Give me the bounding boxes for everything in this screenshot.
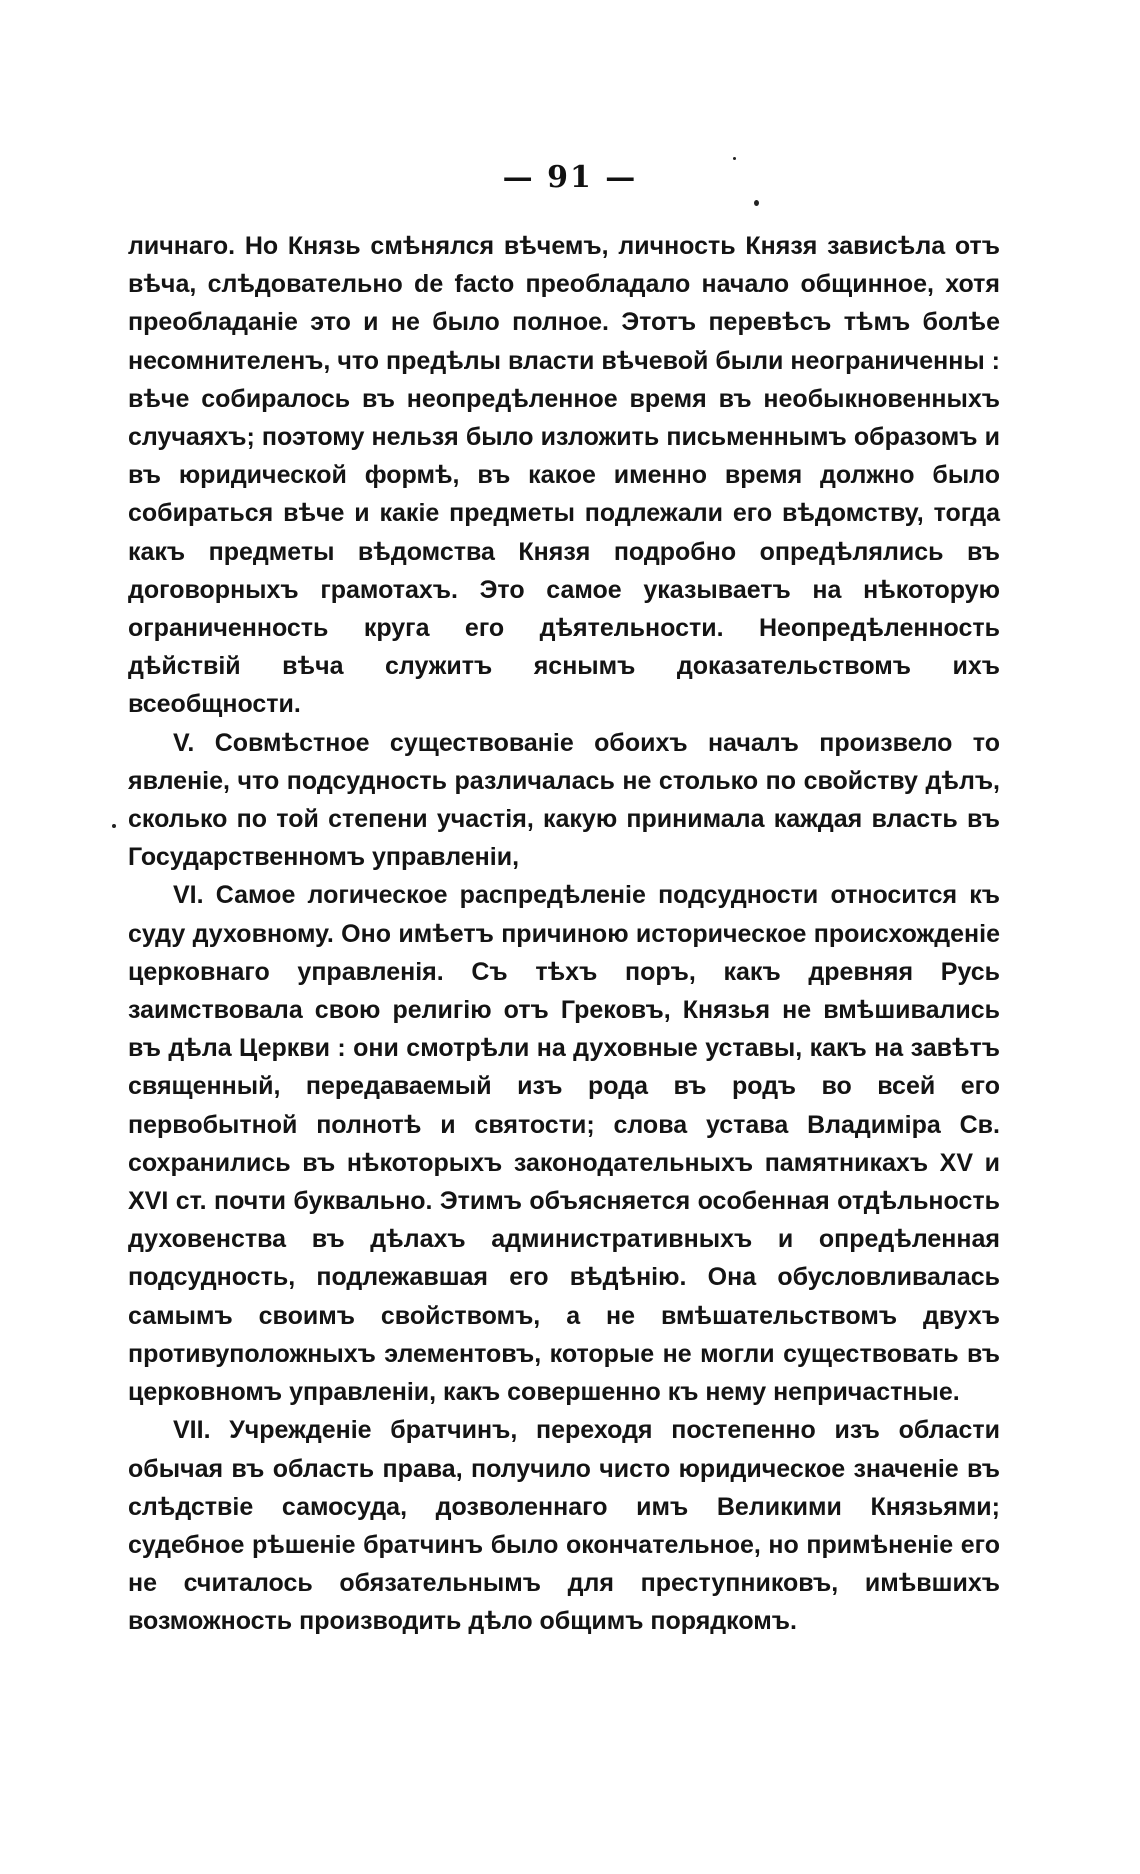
paragraph-section-v: V. Совмѣстное существованіе обоихъ началъ произвело то явленіе, что подсудность различалась не столько по свойству дѣлъ, сколько по той степени участія, какую принимала каждая власть въ Государственномъ управленіи, (128, 728, 1000, 872)
ink-speck (112, 824, 116, 828)
page-number: — 91 — (502, 160, 638, 195)
paragraph-continuation: личнаго. Но Князь смѣнялся вѣчемъ, личность Князя зависѣла отъ вѣча, слѣдовательно de facto преобладало начало общинное, хотя преобладаніе это и не было полное. Этотъ перевѣсъ тѣмъ болѣе несомнителенъ, что предѣлы власти вѣчевой были неограниченны : вѣче собиралось въ неопредѣленное время въ необыкновенныхъ случаяхъ; поэтому нельзя было изложить письменнымъ образомъ и въ юридической формѣ, въ какое именно время должно было собираться вѣче и какіе предметы подлежали его вѣдомству, тогда какъ предметы вѣдомства Князя подробно опредѣлялись въ договорныхъ грамотахъ. Это самое указываетъ на нѣкоторую ограниченность круга его дѣятельности. Неопредѣленность дѣйствій вѣча служитъ яснымъ доказательствомъ ихъ всеобщности. (128, 232, 1000, 719)
ink-speck (754, 200, 759, 206)
paragraph-section-vii: VII. Учрежденіе братчинъ, переходя постепенно изъ области обычая въ область права, получило чисто юридическое значеніе въ слѣдствіе самосуда, дозволеннаго имъ Великими Князьями; судебное рѣшеніе братчинъ было окончательное, но примѣненіе его не считалось обязательнымъ для преступниковъ, имѣвшихъ возможность производить дѣло общимъ порядкомъ. (128, 1416, 1000, 1636)
paragraph-section-vi: VI. Самое логическое распредѣленіе подсудности относится къ суду духовному. Оно имѣетъ причиною историческое происхожденіе церковнаго управленія. Съ тѣхъ поръ, какъ древняя Русь заимствовала свою религію отъ Грековъ, Князья не вмѣшивались въ дѣла Церкви : они смотрѣли на духовные уставы, какъ на завѣтъ священный, передаваемый изъ рода въ родъ во всей его первобытной полнотѣ и святости; слова устава Владиміра Св. сохранились въ нѣкоторыхъ законодательныхъ памятникахъ XV и XVI ст. почти буквально. Этимъ объясняется особенная отдѣльность духовенства въ дѣлахъ административныхъ и опредѣленная подсудность, подлежавшая его вѣдѣнію. Она обусловливалась самымъ своимъ свойствомъ, а не вмѣшательствомъ двухъ противуположныхъ элементовъ, которые не могли существовать въ церковномъ управленіи, какъ совершенно къ нему непричастные. (128, 881, 1000, 1407)
body-text (128, 227, 1000, 1641)
ink-speck (733, 157, 736, 160)
